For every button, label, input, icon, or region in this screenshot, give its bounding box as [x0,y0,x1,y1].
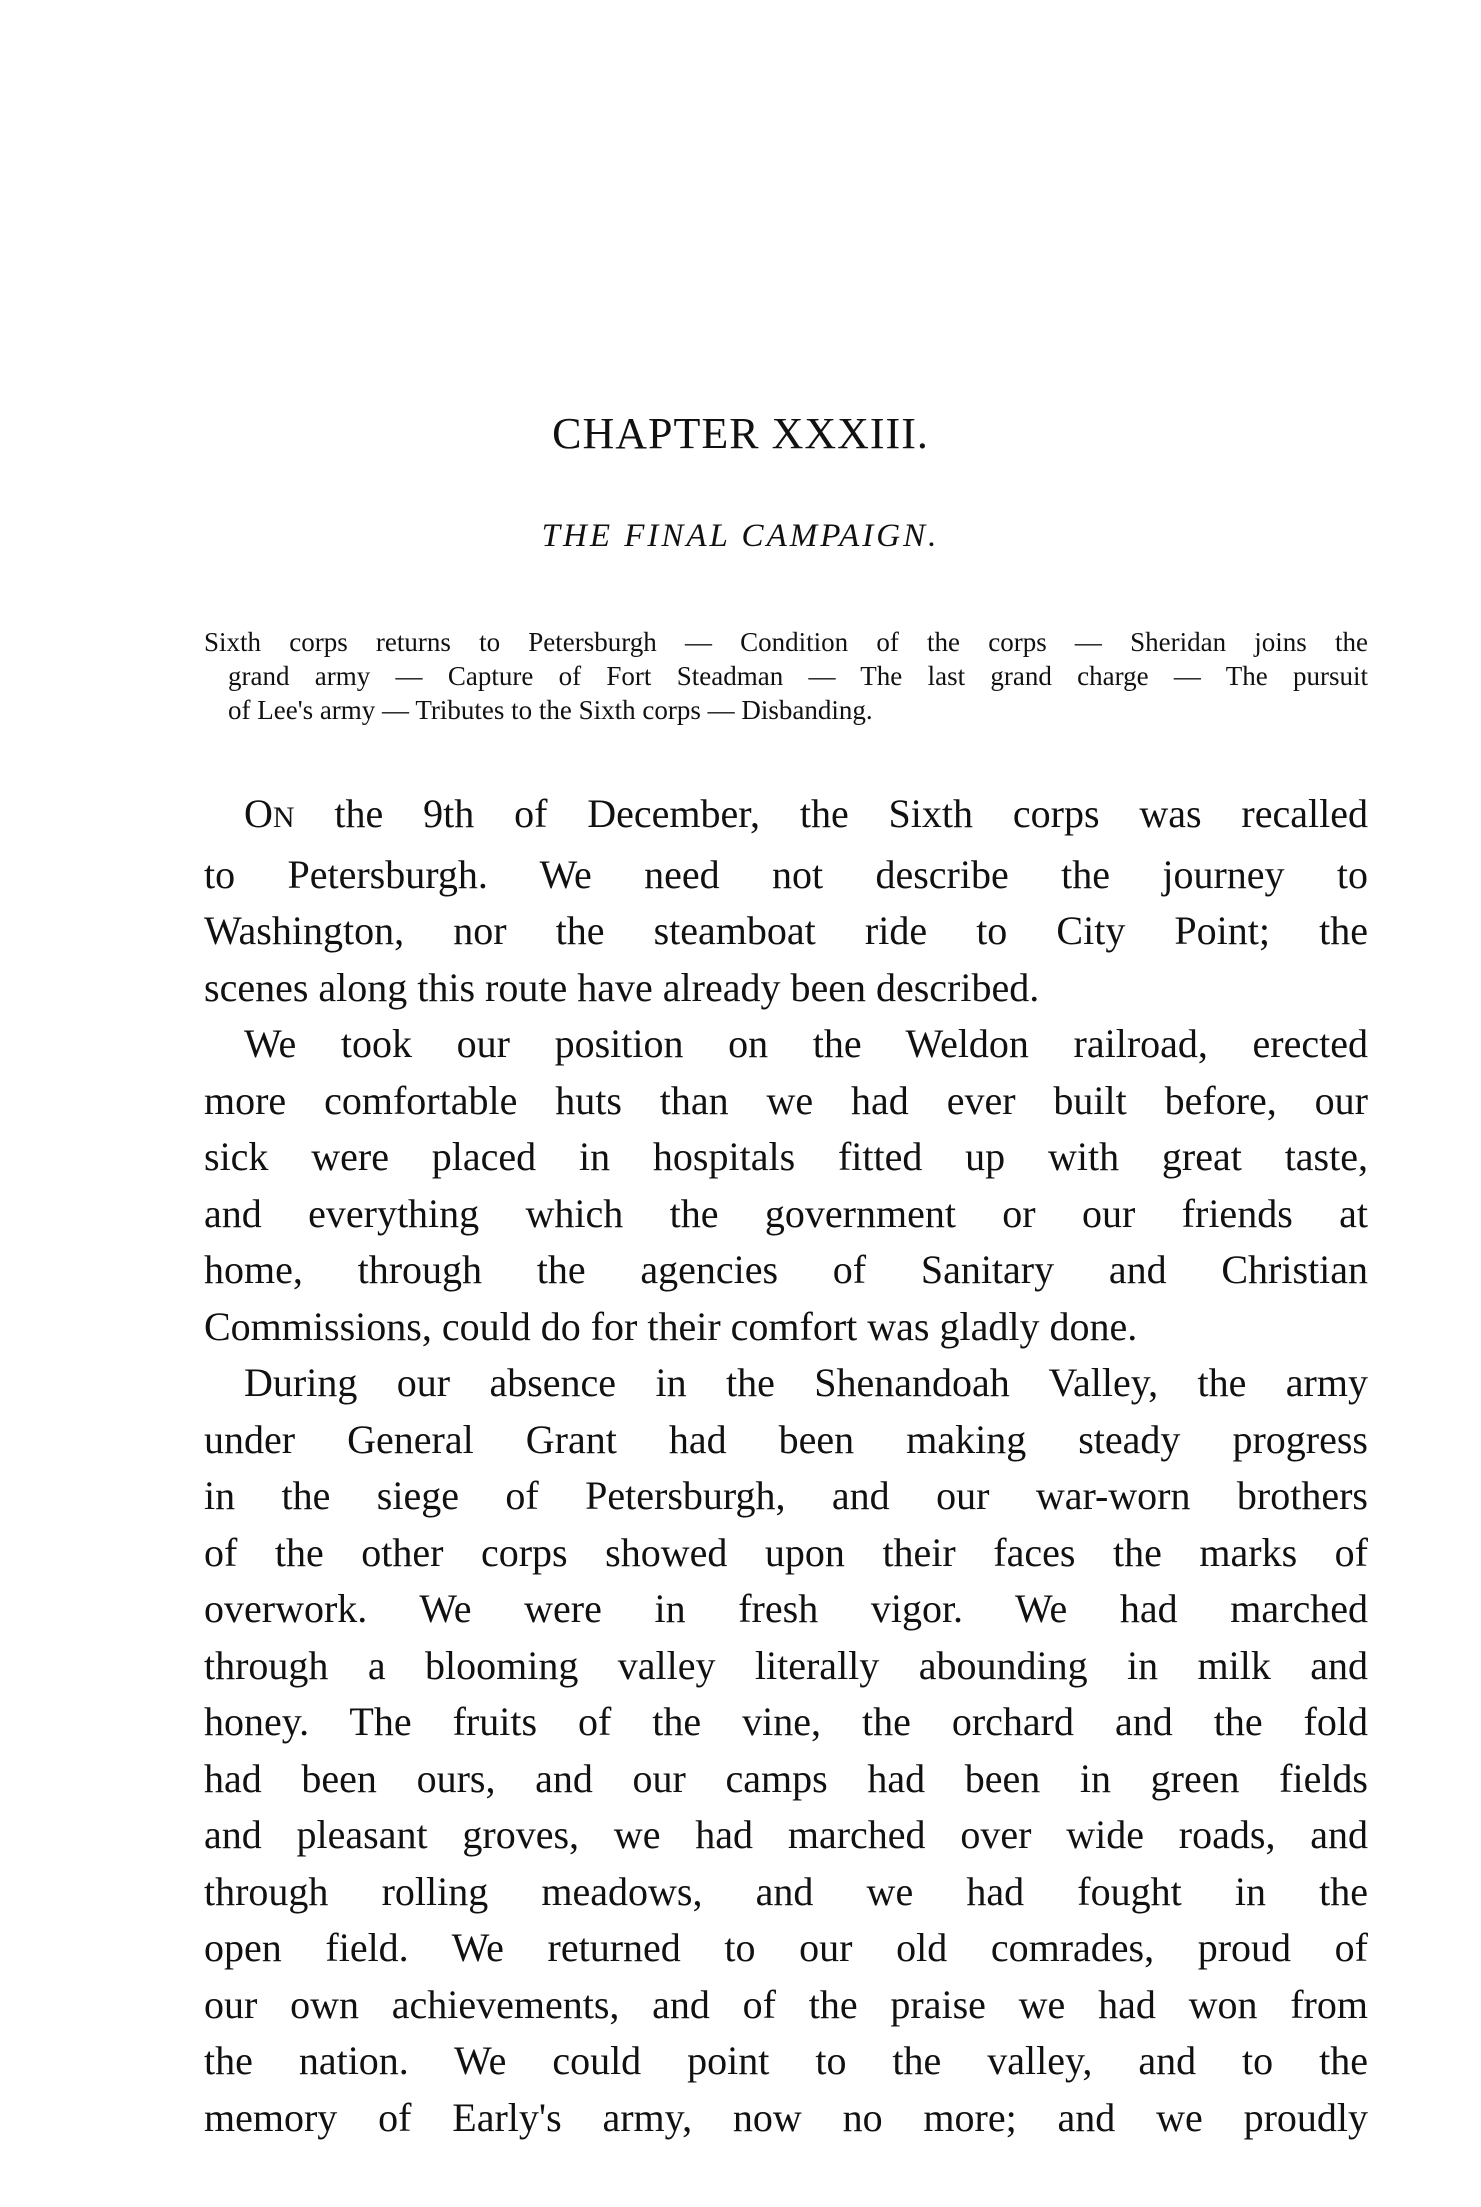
body-line [204,786,1368,847]
drop-word-cap: O [244,791,273,836]
body-line: memory of Early's army, now no more; and we proudly [204,2094,1368,2140]
body-line: open field. We returned to our old comrades, proud of [204,1925,1368,1970]
body-line: overwork. We were in fresh vigor. We had marched [204,1586,1368,1631]
chapter-title: THE FINAL CAMPAIGN. [541,518,940,554]
chapter-heading: CHAPTER XXXIII. [552,409,929,458]
body-line: through a blooming valley literally abounding in milk and [204,1642,1368,1688]
summary-line: Sixth corps returns to Petersburgh — Condition of the corps — Sheridan joins the [204,627,1368,657]
body-line: honey. The fruits of the vine, the orchard and the fold [204,1699,1368,1744]
summary-line: grand army — Capture of Fort Steadman — The last grand charge — The pursuit [228,661,1368,691]
body-line: sick were placed in hospitals fitted up with great taste, [204,1134,1368,1179]
body-line: and pleasant groves, we had marched over wide roads, and [204,1812,1368,1857]
body-line: scenes along this route have already been described. [204,964,1040,1010]
body-line: more comfortable huts than we had ever built before, our [204,1077,1368,1123]
body-line: of the other corps showed upon their faces the marks of [204,1529,1368,1575]
body-line: home, through the agencies of Sanitary and Christian [204,1247,1368,1292]
body-text [204,786,1368,2146]
body-line: had been ours, and our camps had been in green fields [204,1755,1368,1801]
body-line: our own achievements, and of the praise we had won from [204,1981,1368,2027]
body-line: in the siege of Petersburgh, and our war-worn brothers [204,1473,1368,1518]
summary-line: of Lee's army — Tributes to the Sixth corps — Disbanding. [228,695,873,725]
body-line: and everything which the government or our friends at [204,1190,1368,1236]
body-line: During our absence in the Shenandoah Valley, the army [244,1360,1368,1405]
drop-word-smallcaps: N [272,801,295,834]
body-line: through rolling meadows, and we had fought in the [204,1868,1368,1914]
body-line: Commissions, could do for their comfort was gladly done. [204,1303,1138,1349]
body-line: under General Grant had been making steady progress [204,1416,1368,1462]
body-line: We took our position on the Weldon railroad, erected [244,1021,1368,1066]
body-line: the nation. We could point to the valley, and to the [204,2038,1368,2083]
body-line: Washington, nor the steamboat ride to City Point; the [204,908,1368,953]
chapter-summary [204,625,1368,727]
first-line-text: the 9th of December, the Sixth corps was recalled [294,791,1368,836]
body-line: to Petersburgh. We need not describe the journey to [204,851,1368,897]
